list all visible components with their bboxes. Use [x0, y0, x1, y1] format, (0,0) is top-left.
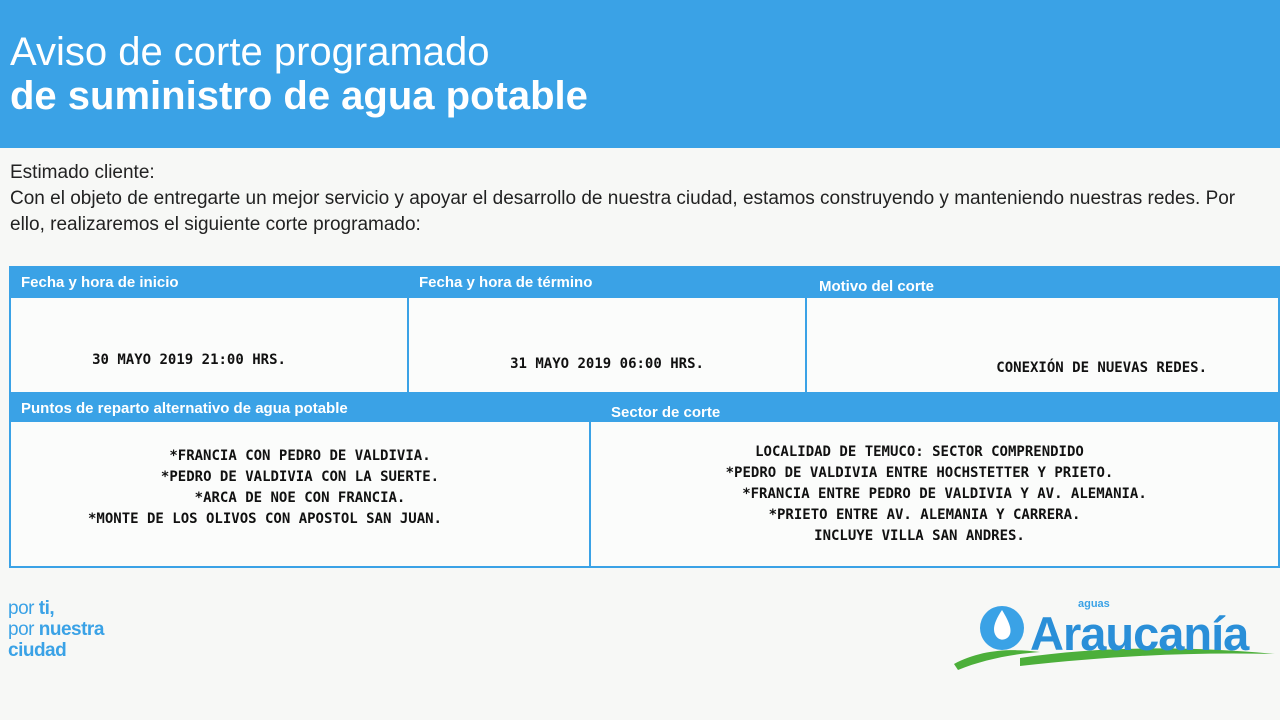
aguas-araucania-logo	[950, 596, 1280, 676]
header-banner	[0, 0, 1280, 148]
title-line-1: Aviso de corte programado	[10, 30, 490, 74]
points-list	[11, 446, 589, 530]
slogan-word: nuestra	[38, 619, 104, 640]
list-item: *PEDRO DE VALDIVIA CON LA SUERTE.	[160, 469, 440, 485]
list-item: *PEDRO DE VALDIVIA ENTRE HOCHSTETTER Y PRIETO.	[725, 465, 1114, 481]
sector-header: Sector de corte	[611, 404, 721, 421]
intro-text	[10, 160, 1260, 238]
reason-value: CONEXIÓN DE NUEVAS REDES.	[996, 360, 1207, 376]
logo-wordmark: Araucanía	[1030, 607, 1249, 660]
start-header: Fecha y hora de inicio	[21, 274, 179, 291]
list-item: *ARCA DE NOE CON FRANCIA.	[194, 490, 406, 506]
reason-header: Motivo del corte	[819, 278, 935, 295]
list-item: INCLUYE VILLA SAN ANDRES.	[814, 528, 1025, 544]
list-item: *PRIETO ENTRE AV. ALEMANIA Y CARRERA.	[768, 507, 1081, 523]
slogan-word: ciudad	[8, 640, 67, 661]
end-header: Fecha y hora de término	[419, 274, 593, 291]
divider	[407, 268, 409, 394]
logo-small-text: aguas	[1078, 598, 1110, 610]
slogan	[8, 598, 104, 661]
list-item: *FRANCIA ENTRE PEDRO DE VALDIVIA Y AV. ALEMANIA.	[742, 486, 1147, 502]
slogan-word: por	[8, 598, 39, 619]
greeting: Estimado cliente:	[10, 162, 155, 183]
start-value: 30 MAYO 2019 21:00 HRS.	[92, 352, 286, 368]
slogan-word: ti,	[38, 598, 55, 619]
slogan-word: por	[8, 619, 39, 640]
list-item: *FRANCIA CON PEDRO DE VALDIVIA.	[169, 448, 431, 464]
title-line-2: de suministro de agua potable	[10, 74, 588, 118]
end-value: 31 MAYO 2019 06:00 HRS.	[510, 356, 704, 372]
list-item: LOCALIDAD DE TEMUCO: SECTOR COMPRENDIDO	[755, 444, 1084, 460]
list-item: *MONTE DE LOS OLIVOS CON APOSTOL SAN JUAN.	[87, 511, 442, 527]
sector-list	[591, 442, 1278, 547]
outage-table	[9, 266, 1280, 568]
intro-body: Con el objeto de entregarte un mejor servicio y apoyar el desarrollo de nuestra ciudad, estamos construyendo y manteniendo nuestras redes. Por ello, realizaremos el siguiente corte programado:	[10, 188, 1236, 235]
points-header: Puntos de reparto alternativo de agua potable	[21, 400, 348, 417]
